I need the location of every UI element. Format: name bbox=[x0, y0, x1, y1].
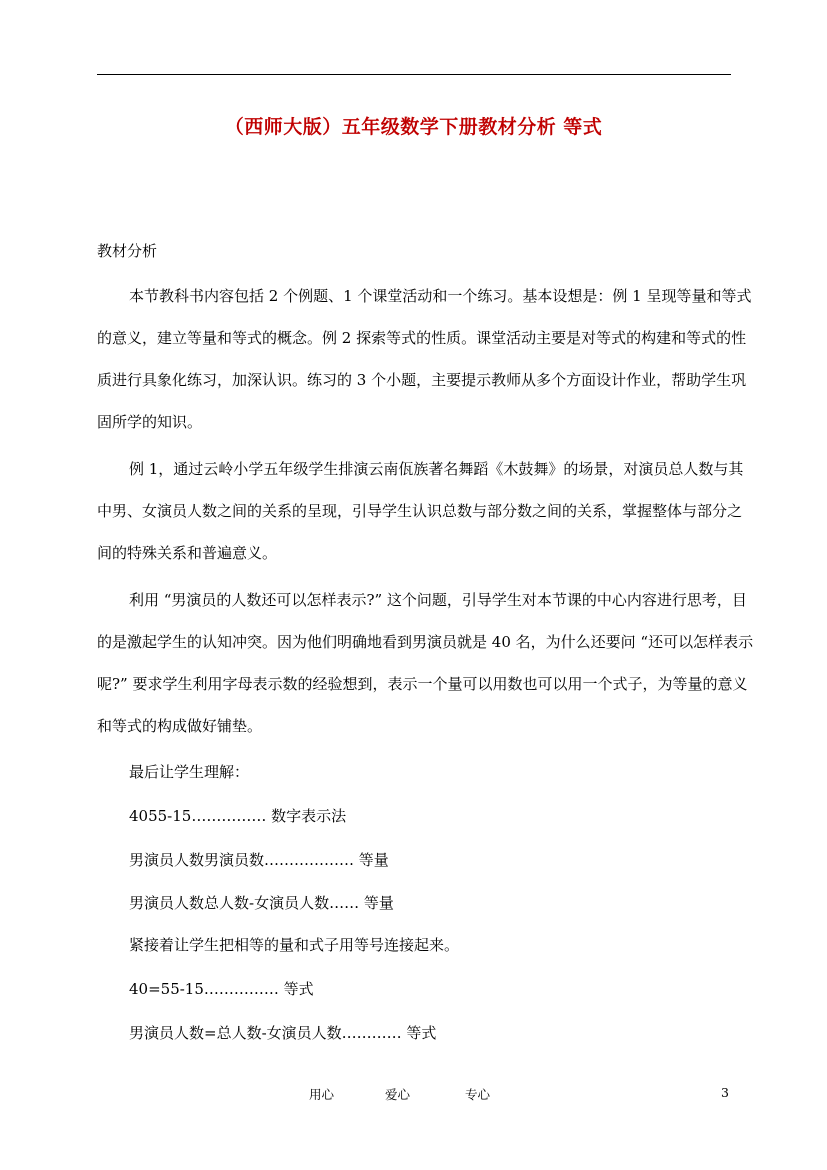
understanding-item-3: 男演员人数总人数-女演员人数…… 等量 bbox=[129, 894, 394, 912]
understanding-intro: 最后让学生理解： bbox=[129, 763, 250, 781]
paragraph-3-line-1: 利用 “男演员的人数还可以怎样表示?” 这个问题，引导学生对本节课的中心内容进行思考，目 bbox=[129, 591, 747, 609]
paragraph-2-line-3: 间的特殊关系和普遍意义。 bbox=[97, 544, 278, 562]
paragraph-1-line-1: 本节教科书内容包括 2 个例题、1 个课堂活动和一个练习。基本设想是：例 1 呈现等量和等式 bbox=[129, 287, 752, 305]
paragraph-3-line-2: 的是激起学生的认知冲突。因为他们明确地看到男演员就是 40 名，为什么还要问 “还可以怎样表示 bbox=[97, 633, 754, 651]
footer-word-3: 专心 bbox=[465, 1087, 491, 1102]
connect-intro: 紧接着让学生把相等的量和式子用等号连接起来。 bbox=[129, 936, 460, 954]
paragraph-3-line-3: 呢?” 要求学生利用字母表示数的经验想到，表示一个量可以用数也可以用一个式子，为等量的意义 bbox=[97, 675, 748, 693]
equation-item-1: 40=55-15…………… 等式 bbox=[129, 980, 314, 998]
understanding-item-2: 男演员人数男演员数……………… 等量 bbox=[129, 851, 389, 869]
paragraph-1-line-4: 固所学的知识。 bbox=[97, 413, 203, 431]
paragraph-3-line-4: 和等式的构成做好铺垫。 bbox=[97, 717, 263, 735]
understanding-item-1: 4055-15…………… 数字表示法 bbox=[129, 807, 347, 825]
paragraph-1-line-3: 质进行具象化练习，加深认识。练习的 3 个小题，主要提示教师从多个方面设计作业，帮助学生巩 bbox=[97, 371, 747, 389]
footer-word-1: 用心 bbox=[309, 1087, 335, 1102]
header-rule bbox=[97, 74, 731, 75]
paragraph-2-line-2: 中男、女演员人数之间的关系的呈现，引导学生认识总数与部分数之间的关系，掌握整体与部分之 bbox=[97, 502, 743, 520]
paragraph-1-line-2: 的意义，建立等量和等式的概念。例 2 探索等式的性质。课堂活动主要是对等式的构建和等式的性 bbox=[97, 329, 747, 347]
paragraph-2-line-1: 例 1，通过云岭小学五年级学生排演云南佤族著名舞蹈《木鼓舞》的场景，对演员总人数与其 bbox=[129, 460, 744, 478]
section-heading: 教材分析 bbox=[97, 242, 158, 260]
equation-item-2: 男演员人数=总人数-女演员人数………… 等式 bbox=[129, 1024, 437, 1042]
page-number: 3 bbox=[721, 1085, 729, 1100]
footer-word-2: 爱心 bbox=[385, 1087, 411, 1102]
document-title: （西师大版）五年级数学下册教材分析 等式 bbox=[224, 116, 603, 138]
